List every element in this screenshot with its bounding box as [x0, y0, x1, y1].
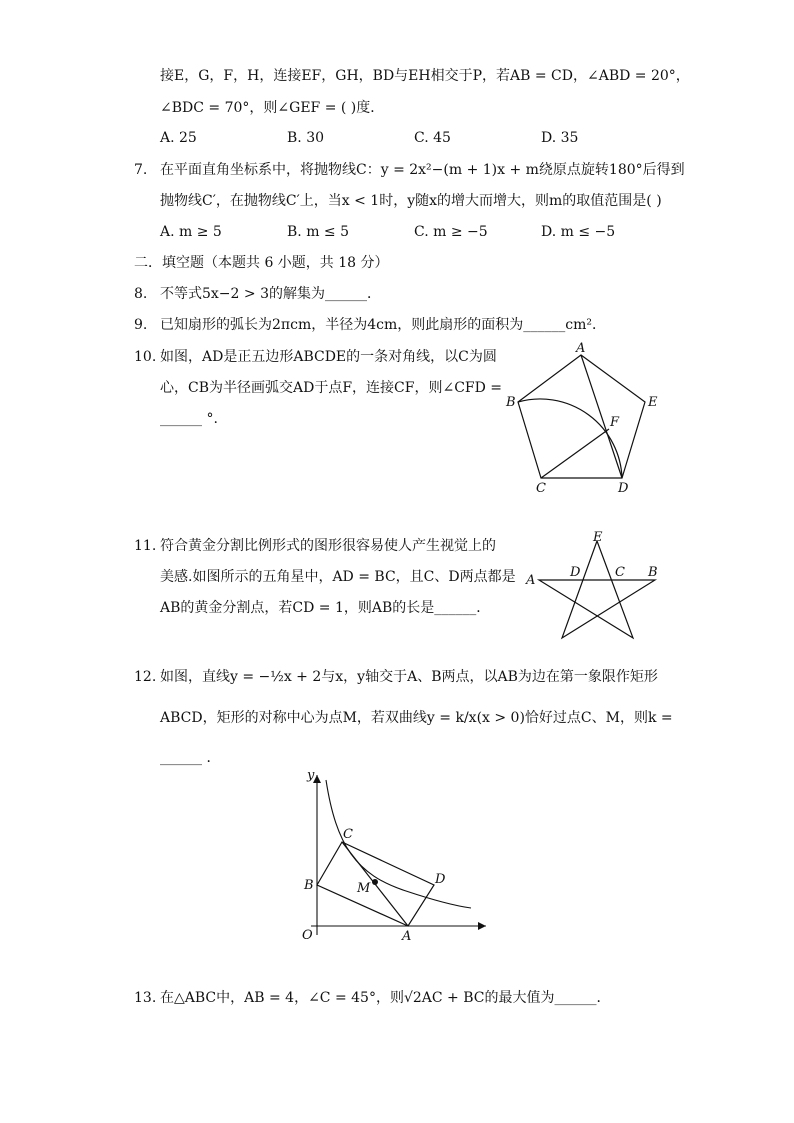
label-d: D — [435, 872, 446, 887]
q7-option-d: D. m ≤ −5 — [541, 224, 616, 240]
q7-line1: 在平面直角坐标系中，将抛物线C：y = 2x²−(m + 1)x + m绕原点旋转180°后得到 — [160, 162, 685, 178]
segment-cf — [541, 429, 609, 478]
label-e: E — [648, 395, 658, 410]
q6-option-a: A. 25 — [160, 130, 197, 146]
label-y: y — [307, 768, 315, 783]
star-outline — [539, 541, 655, 638]
q10-pentagon-figure — [500, 340, 670, 500]
label-b: B — [506, 395, 516, 410]
label-b: B — [304, 878, 314, 893]
q6-option-c: C. 45 — [414, 130, 451, 146]
q6-option-b: B. 30 — [287, 130, 325, 146]
q11-star-figure — [520, 528, 670, 643]
q11-line3: AB的黄金分割点，若CD = 1，则AB的长是______． — [160, 600, 491, 616]
q7-option-b: B. m ≤ 5 — [287, 224, 350, 240]
label-e: E — [593, 530, 603, 545]
q6-line2: ∠BDC = 70°，则∠GEF = ( )度． — [160, 100, 385, 116]
q8-number: 8. — [134, 286, 148, 302]
q9-text: 已知扇形的弧长为2πcm，半径为4cm，则此扇形的面积为______cm²． — [160, 317, 606, 333]
label-o: O — [302, 928, 313, 943]
label-d: D — [618, 481, 629, 496]
label-c: C — [536, 481, 546, 496]
label-b: B — [648, 565, 658, 580]
q12-line2: ABCD，矩形的对称中心为点M，若双曲线y = k/x(x > 0)恰好过点C、M，则k = — [160, 710, 673, 726]
q11-line2: 美感.如图所示的五角星中，AD = BC，且C、D两点都是 — [160, 569, 516, 585]
q7-number: 7. — [134, 162, 148, 178]
q10-line1: 如图，AD是正五边形ABCDE的一条对角线，以C为圆 — [160, 349, 497, 365]
q13-number: 13. — [134, 990, 157, 1006]
label-c: C — [343, 827, 353, 842]
q11-line1: 符合黄金分割比例形式的图形很容易使人产生视觉上的 — [160, 538, 496, 554]
q7-option-c: C. m ≥ −5 — [414, 224, 488, 240]
label-a: A — [526, 573, 536, 588]
q7-line2: 抛物线C′，在抛物线C′上，当x < 1时，y随x的增大而增大，则m的取值范围是( ) — [160, 193, 662, 209]
section-2-heading: 二．填空题（本题共 6 小题，共 18 分） — [134, 255, 389, 271]
center-point-m — [372, 879, 378, 885]
q10-number: 10. — [134, 349, 157, 365]
q6-line1: 接E，G，F，H，连接EF，GH，BD与EH相交于P，若AB = CD，∠ABD = 20°， — [160, 68, 690, 84]
q12-line1: 如图，直线y = −½x + 2与x，y轴交于A、B两点，以AB为边在第一象限作矩形 — [160, 669, 658, 685]
q12-line3: ______ ． — [160, 750, 221, 766]
label-c: C — [615, 565, 625, 580]
q11-number: 11. — [134, 538, 157, 554]
q10-line2: 心，CB为半径画弧交AD于点F，连接CF，则∠CFD = — [160, 380, 503, 396]
q8-text: 不等式5x−2 > 3的解集为______． — [160, 286, 381, 302]
label-f: F — [610, 415, 620, 430]
q7-option-a: A. m ≥ 5 — [160, 224, 222, 240]
arc-bd — [518, 399, 622, 478]
q13-text: 在△ABC中，AB = 4，∠C = 45°，则√2AC + BC的最大值为______． — [160, 990, 611, 1006]
q6-option-d: D. 35 — [541, 130, 579, 146]
q12-rectangle-figure — [296, 765, 496, 945]
hyperbola-curve — [326, 780, 471, 908]
q12-number: 12. — [134, 669, 157, 685]
q9-number: 9. — [134, 317, 148, 333]
label-a: A — [402, 929, 412, 944]
x-axis-arrow — [478, 922, 486, 930]
label-m: M — [357, 881, 371, 896]
label-d: D — [570, 565, 581, 580]
label-a: A — [576, 341, 586, 356]
q10-line3: ______ °. — [160, 411, 218, 427]
pentagon-outline — [518, 355, 645, 478]
